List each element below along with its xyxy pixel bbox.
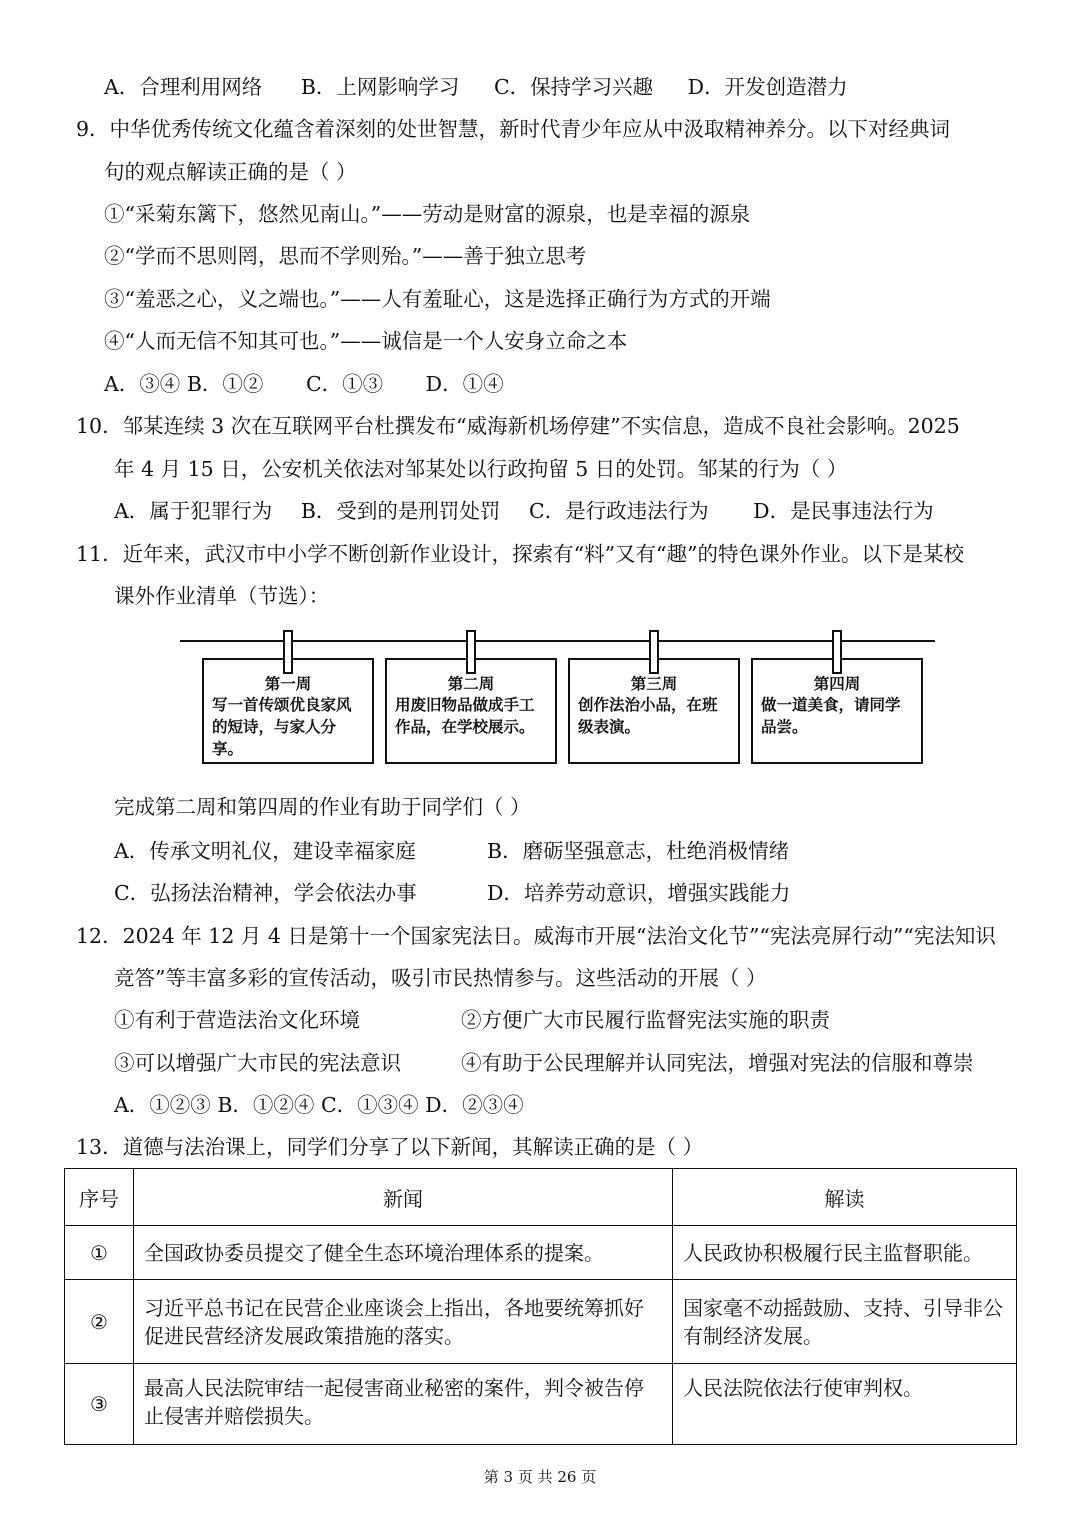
q9-option-a[interactable]: A．③④	[104, 372, 181, 396]
q10-option-a[interactable]: A．属于犯罪行为	[114, 499, 273, 523]
table-row	[65, 1280, 1017, 1364]
table-row	[65, 1364, 1017, 1445]
q10-option-c[interactable]: C．是行政违法行为	[528, 499, 709, 523]
q8-option-b[interactable]: B．上网影响学习	[300, 75, 460, 99]
q8-options-row	[104, 72, 848, 102]
row-reading: 人民政协积极履行民主监督职能。	[673, 1226, 1017, 1280]
q9-item-3: ③“羞恶之心，义之端也。”——人有羞耻心，这是选择正确行为方式的开端	[104, 287, 771, 311]
clothespin-icon	[283, 630, 293, 674]
q10-options-row	[114, 496, 934, 526]
q10-option-d[interactable]: D．是民事违法行为	[753, 499, 934, 523]
clothespin-icon	[832, 630, 842, 674]
q11-option-a[interactable]: A．传承文明礼仪，建设幸福家庭	[114, 839, 416, 863]
q9-item-2: ②“学而不思则罔，思而不学则殆。”——善于独立思考	[104, 244, 587, 268]
q12-option-b[interactable]: B．①②④	[217, 1093, 315, 1117]
clothesline	[180, 640, 935, 642]
q9-options-row	[104, 369, 504, 399]
table-row	[65, 1226, 1017, 1280]
q9-stem-line2: 句的观点解读正确的是（ ）	[104, 160, 357, 184]
card-title: 第一周	[264, 675, 312, 693]
card-body: 做一道美食，请同学品尝。	[761, 696, 901, 736]
q10-stem-line2: 年 4 月 15 日，公安机关依法对邹某处以行政拘留 5 日的处罚。邹某的行为（ ）	[114, 457, 848, 481]
q9-option-c[interactable]: C．①③	[305, 372, 384, 396]
header-reading: 解读	[673, 1169, 1017, 1226]
clothespin-icon	[466, 630, 476, 674]
q9-option-d[interactable]: D．①④	[425, 372, 504, 396]
q11-stem-line2: 课外作业清单（节选）：	[114, 584, 330, 608]
q12-option-c[interactable]: C．①③④	[320, 1093, 419, 1117]
q11-option-b[interactable]: B．磨砺坚强意志，杜绝消极情绪	[487, 839, 790, 863]
card-title: 第三周	[630, 675, 678, 693]
q12-options-row	[114, 1090, 524, 1120]
page-footer: 第 3 页 共 26 页	[483, 1468, 597, 1486]
row-reading: 国家毫不动摇鼓励、支持、引导非公有制经济发展。	[673, 1280, 1017, 1364]
q12-stem-line2: 竞答”等丰富多彩的宣传活动，吸引市民热情参与。这些活动的开展（ ）	[114, 966, 767, 990]
card-body: 用废旧物品做成手工作品，在学校展示。	[395, 696, 535, 736]
q12-stem-line1: 12．2024 年 12 月 4 日是第十一个国家宪法日。威海市开展“法治文化节”“宪法亮屏行动”“宪法知识	[76, 924, 996, 948]
row-number: ③	[65, 1364, 134, 1445]
card-title: 第四周	[813, 675, 861, 693]
q8-option-d[interactable]: D．开发创造潜力	[687, 75, 848, 99]
q10-stem-line1: 10．邹某连续 3 次在互联网平台杜撰发布“威海新机场停建”不实信息，造成不良社会影响。2025	[76, 414, 960, 438]
row-number: ①	[65, 1226, 134, 1280]
news-table	[64, 1168, 1017, 1445]
row-news: 习近平总书记在民营企业座谈会上指出，各地要统筹抓好促进民营经济发展政策措施的落实。	[134, 1280, 673, 1364]
q12-option-d[interactable]: D．②③④	[425, 1093, 524, 1117]
q11-question: 完成第二周和第四周的作业有助于同学们（ ）	[114, 795, 531, 819]
row-number: ②	[65, 1280, 134, 1364]
q12-item-2: ②方便广大市民履行监督宪法实施的职责	[461, 1008, 830, 1032]
q8-option-c[interactable]: C．保持学习兴趣	[493, 75, 654, 99]
q9-option-b[interactable]: B．①②	[186, 372, 264, 396]
q9-item-4: ④“人而无信不知其可也。”——诚信是一个人安身立命之本	[104, 329, 628, 353]
header-news: 新闻	[134, 1169, 673, 1226]
q13-stem: 13．道德与法治课上，同学们分享了以下新闻，其解读正确的是（ ）	[76, 1135, 704, 1159]
q11-option-d[interactable]: D．培养劳动意识，增强实践能力	[487, 881, 791, 905]
row-news: 全国政协委员提交了健全生态环境治理体系的提案。	[134, 1226, 673, 1280]
clothespin-icon	[649, 630, 659, 674]
row-reading: 人民法院依法行使审判权。	[673, 1364, 1017, 1445]
q12-item-4: ④有助于公民理解并认同宪法，增强对宪法的信服和尊崇	[461, 1051, 974, 1075]
card-body: 创作法治小品，在班级表演。	[578, 696, 718, 736]
table-header-row	[65, 1169, 1017, 1226]
q12-option-a[interactable]: A．①②③	[114, 1093, 211, 1117]
q10-option-b[interactable]: B．受到的是刑罚处罚	[300, 499, 501, 523]
header-number: 序号	[65, 1169, 134, 1226]
q9-item-1: ①“采菊东篱下，悠然见南山。”——劳动是财富的源泉，也是幸福的源泉	[104, 202, 751, 226]
row-news: 最高人民法院审结一起侵害商业秘密的案件，判令被告停止侵害并赔偿损失。	[134, 1364, 673, 1445]
q11-option-c[interactable]: C．弘扬法治精神，学会依法办事	[114, 881, 417, 905]
q11-stem-line1: 11．近年来，武汉市中小学不断创新作业设计，探索有“料”又有“趣”的特色课外作业。以下是某校	[76, 542, 965, 566]
q8-option-a[interactable]: A．合理利用网络	[104, 75, 263, 99]
card-title: 第二周	[447, 675, 495, 693]
q9-stem-line1: 9．中华优秀传统文化蕴含着深刻的处世智慧，新时代青少年应从中汲取精神养分。以下对经典词	[76, 117, 951, 141]
q12-item-3: ③可以增强广大市民的宪法意识	[114, 1051, 401, 1075]
card-body: 写一首传颂优良家风的短诗，与家人分享。	[212, 696, 352, 758]
q12-item-1: ①有利于营造法治文化环境	[114, 1008, 360, 1032]
